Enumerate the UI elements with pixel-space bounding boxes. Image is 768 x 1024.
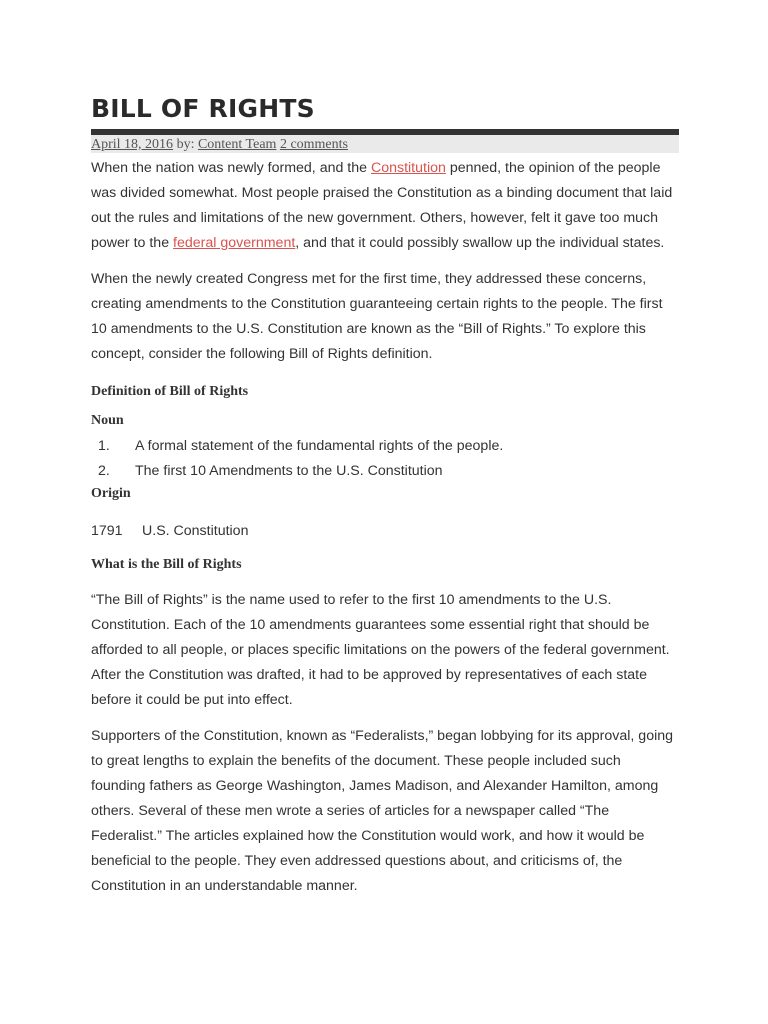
congress-paragraph: When the newly created Congress met for the first time, they addressed these concerns, creating amendments to the Constitution guaranteeing certain rights to the people. The first 10 amendments to the U.S. Constitution are known as the “Bill of Rights.” To explore this concept, consider the following Bill of Rights definition.	[91, 271, 663, 362]
article	[91, 92, 679, 899]
constitution-link[interactable]: Constitution	[370, 160, 446, 176]
list-number: 1.	[98, 438, 110, 454]
article-title: BILL OF RIGHTS	[91, 94, 315, 123]
post-meta	[91, 135, 679, 153]
author-link[interactable]: Content Team	[197, 137, 277, 152]
list-item	[91, 434, 679, 459]
list-number: 2.	[98, 463, 110, 479]
origin-label: Origin	[91, 486, 131, 501]
origin-text: U.S. Constitution	[142, 523, 249, 539]
post-date-link[interactable]: April 18, 2016	[91, 137, 174, 152]
comments-link[interactable]: 2 comments	[279, 137, 348, 152]
intro-text-3: , and that it could possibly swallow up the individual states.	[295, 235, 665, 251]
noun-label: Noun	[91, 413, 124, 428]
definition-heading: Definition of Bill of Rights	[91, 384, 249, 399]
intro-paragraph	[91, 156, 679, 256]
bill-of-rights-paragraph: “The Bill of Rights” is the name used to refer to the first 10 amendments to the U.S. Constitution. Each of the 10 amendments guarantees some essential right that should be afforded to all people, or places specific limitations on the powers of the federal government. After the Constitution was drafted, it had to be approved by representatives of each state before it could be put into effect.	[91, 592, 670, 708]
intro-text-2: penned, the opinion of the people was divided somewhat. Most people praised the Constitution as a binding document that laid out the rules and limitations of the new government. Others, however, felt it gave too much power to the	[91, 160, 673, 251]
intro-text-1: When the nation was newly formed, and the	[91, 160, 371, 176]
list-item	[91, 459, 679, 484]
list-item-text: The first 10 Amendments to the U.S. Constitution	[135, 463, 443, 479]
what-is-heading: What is the Bill of Rights	[91, 557, 242, 572]
origin-line	[91, 519, 679, 544]
federal-government-link[interactable]: federal government	[173, 235, 296, 251]
list-item-text: A formal statement of the fundamental rights of the people.	[135, 438, 504, 454]
federalists-paragraph: Supporters of the Constitution, known as “Federalists,” began lobbying for its approval, going to great lengths to explain the benefits of the document. These people included such founding fathers as George Washington, James Madison, and Alexander Hamilton, among others. Several of these men wrote a series of articles for a newspaper called “The Federalist.” The articles explained how the Constitution would work, and how it would be beneficial to the people. They even addressed questions about, and criticisms of, the Constitution in an understandable manner.	[91, 728, 674, 894]
by-label: by:	[173, 137, 198, 152]
definition-list	[91, 434, 679, 484]
origin-year: 1791	[91, 523, 123, 539]
